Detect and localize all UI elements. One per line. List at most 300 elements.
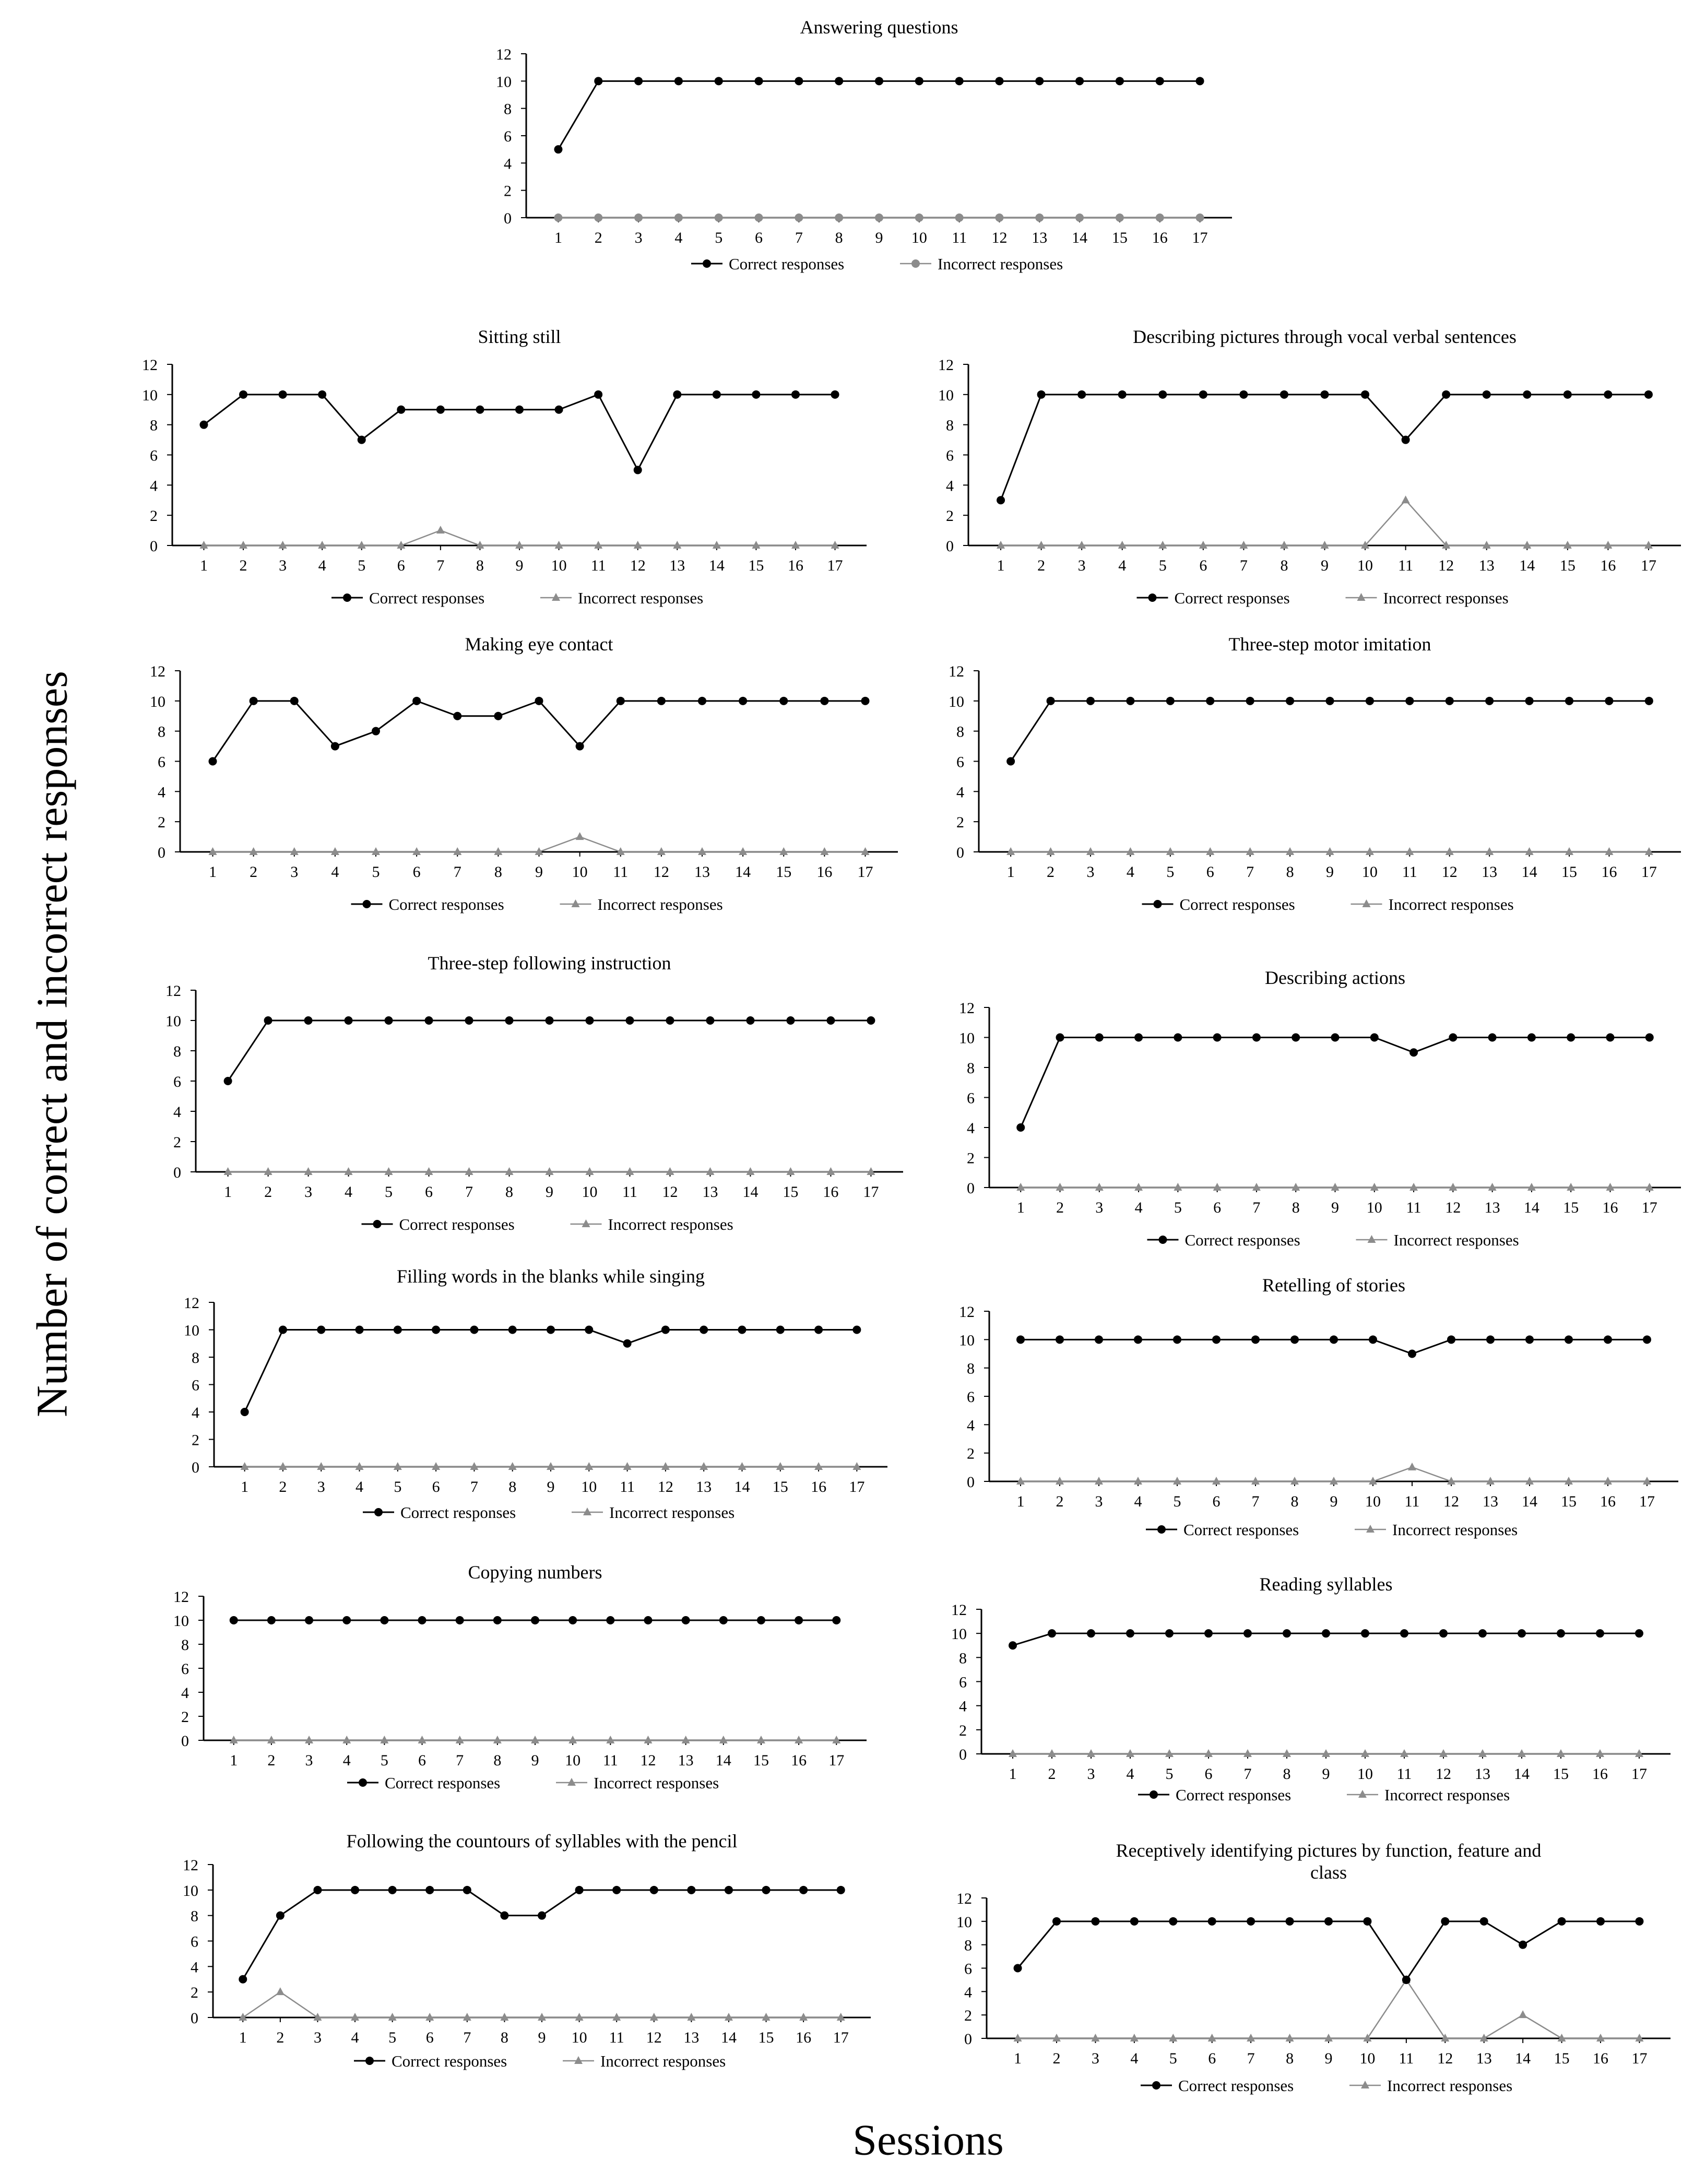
correct-point	[867, 1016, 875, 1025]
x-tick-label: 15	[1559, 557, 1575, 574]
incorrect-series-line	[1018, 1980, 1640, 2038]
x-tick-label: 3	[305, 1752, 313, 1769]
incorrect-point	[1156, 213, 1164, 222]
correct-point	[997, 496, 1005, 504]
x-tick-label: 13	[1482, 863, 1498, 881]
legend-correct-label: Correct responses	[729, 255, 845, 273]
x-tick-label: 10	[581, 1478, 597, 1495]
correct-point	[757, 1616, 765, 1624]
y-tick-label: 2	[964, 2007, 972, 2025]
x-tick-label: 12	[1436, 1765, 1451, 1783]
x-tick-label: 2	[264, 1183, 273, 1201]
x-tick-label: 11	[602, 1752, 618, 1769]
x-tick-label: 5	[394, 1478, 402, 1495]
x-tick-label: 8	[1283, 1765, 1291, 1783]
x-tick-label: 7	[1251, 1493, 1260, 1510]
y-tick-label: 8	[504, 100, 512, 118]
correct-point	[752, 390, 760, 399]
correct-point	[554, 145, 562, 153]
correct-point	[425, 1886, 434, 1894]
correct-point	[1009, 1641, 1017, 1649]
x-tick-label: 11	[1402, 863, 1417, 881]
correct-point	[345, 1016, 353, 1025]
y-tick-label: 6	[967, 1089, 975, 1107]
incorrect-point	[715, 213, 723, 222]
correct-point	[385, 1016, 393, 1025]
correct-point	[1246, 697, 1254, 705]
correct-point	[755, 77, 763, 85]
correct-point	[1480, 1917, 1488, 1926]
x-tick-label: 12	[1443, 1493, 1459, 1510]
correct-point	[264, 1016, 273, 1025]
x-tick-label: 8	[1290, 1493, 1299, 1510]
correct-point	[241, 1408, 249, 1416]
x-tick-label: 8	[835, 229, 843, 246]
legend-correct-marker	[363, 900, 371, 908]
correct-point	[531, 1616, 539, 1624]
correct-series-line	[1018, 1921, 1640, 1980]
x-tick-label: 5	[358, 557, 366, 574]
correct-point	[1645, 697, 1653, 705]
correct-point	[476, 406, 484, 414]
correct-point	[576, 742, 584, 751]
correct-point	[955, 77, 964, 85]
correct-point	[494, 712, 502, 720]
correct-point	[1321, 390, 1329, 399]
correct-series-line	[558, 81, 1200, 149]
x-tick-label: 9	[535, 863, 543, 881]
correct-point	[795, 1616, 803, 1624]
y-tick-label: 12	[184, 1295, 199, 1312]
x-tick-label: 11	[1399, 2050, 1414, 2067]
x-tick-label: 1	[1009, 1765, 1017, 1783]
y-tick-label: 8	[191, 1907, 198, 1925]
x-tick-label: 6	[1199, 557, 1207, 574]
correct-point	[1048, 1629, 1056, 1637]
legend-incorrect-label: Incorrect responses	[594, 1774, 719, 1792]
correct-point	[1565, 1335, 1573, 1344]
legend-incorrect-label: Incorrect responses	[597, 895, 723, 913]
x-tick-label: 11	[590, 557, 606, 574]
legend-incorrect-label: Incorrect responses	[1393, 1231, 1519, 1249]
x-tick-label: 8	[508, 1478, 517, 1495]
chart-title: Three-step following instruction	[428, 953, 671, 974]
correct-point	[1596, 1629, 1604, 1637]
correct-point	[594, 390, 602, 399]
x-tick-label: 9	[538, 2029, 546, 2046]
correct-series-line	[243, 1890, 840, 1979]
y-tick-label: 2	[956, 814, 964, 832]
x-tick-label: 9	[1321, 557, 1329, 574]
correct-point	[1280, 390, 1288, 399]
correct-point	[1075, 77, 1084, 85]
x-tick-label: 1	[997, 557, 1005, 574]
correct-point	[1158, 390, 1167, 399]
x-tick-label: 10	[582, 1183, 598, 1201]
x-tick-label: 14	[1522, 1493, 1537, 1510]
x-tick-label: 7	[453, 863, 461, 881]
chart-legend	[351, 895, 723, 913]
x-tick-label: 2	[1037, 557, 1046, 574]
x-tick-label: 3	[1095, 1493, 1103, 1510]
x-tick-label: 5	[1166, 863, 1175, 881]
x-tick-label: 13	[1032, 229, 1048, 246]
y-tick-label: 0	[956, 844, 964, 861]
legend-incorrect-label: Incorrect responses	[600, 2052, 726, 2070]
y-tick-label: 8	[959, 1649, 967, 1667]
correct-point	[1014, 1964, 1022, 1973]
x-tick-label: 13	[1484, 1199, 1500, 1216]
x-tick-label: 3	[1077, 557, 1086, 574]
y-tick-label: 10	[496, 73, 512, 91]
x-tick-label: 1	[224, 1183, 232, 1201]
x-tick-label: 4	[1118, 557, 1127, 574]
correct-series-line	[228, 1020, 871, 1081]
y-tick-label: 6	[956, 753, 964, 771]
x-tick-label: 8	[1280, 557, 1288, 574]
correct-point	[1206, 697, 1214, 705]
correct-point	[738, 1326, 746, 1334]
y-tick-label: 6	[192, 1376, 199, 1394]
chart-panel	[959, 967, 1681, 1249]
correct-point	[380, 1616, 388, 1624]
incorrect-point	[276, 1987, 285, 1995]
legend-incorrect-label: Incorrect responses	[609, 1503, 735, 1522]
correct-point	[515, 406, 524, 414]
x-tick-label: 3	[1091, 2050, 1099, 2067]
correct-point	[1292, 1034, 1300, 1042]
x-tick-label: 11	[622, 1183, 637, 1201]
y-tick-label: 2	[158, 814, 165, 832]
x-tick-label: 11	[1398, 557, 1414, 574]
correct-series-line	[1011, 701, 1649, 762]
x-tick-label: 15	[783, 1183, 799, 1201]
y-tick-label: 0	[192, 1459, 199, 1476]
x-tick-label: 1	[239, 2029, 247, 2046]
x-tick-label: 7	[1239, 557, 1248, 574]
y-tick-label: 12	[949, 663, 964, 680]
y-tick-label: 8	[181, 1636, 189, 1654]
x-tick-label: 7	[1247, 2050, 1255, 2067]
x-tick-label: 10	[911, 229, 927, 246]
correct-point	[1095, 1034, 1104, 1042]
chart-title: Retelling of stories	[1262, 1275, 1405, 1296]
correct-point	[657, 697, 666, 705]
y-tick-label: 4	[964, 1984, 972, 2001]
x-tick-label: 7	[1246, 863, 1254, 881]
y-tick-label: 2	[192, 1431, 199, 1449]
correct-point	[1604, 1335, 1612, 1344]
legend-correct-label: Correct responses	[1183, 1521, 1299, 1539]
incorrect-point	[995, 213, 1003, 222]
x-tick-label: 2	[279, 1478, 287, 1495]
correct-point	[1446, 697, 1454, 705]
legend-incorrect-marker	[911, 259, 920, 268]
x-tick-label: 12	[1438, 557, 1454, 574]
chart-panel	[184, 1266, 887, 1522]
incorrect-point	[755, 213, 763, 222]
x-tick-label: 5	[1165, 1765, 1174, 1783]
y-tick-label: 8	[964, 1937, 972, 1954]
x-tick-label: 1	[241, 1478, 249, 1495]
correct-point	[762, 1886, 771, 1894]
x-tick-label: 4	[345, 1183, 353, 1201]
correct-point	[1441, 1917, 1449, 1926]
correct-point	[606, 1616, 614, 1624]
y-tick-label: 4	[956, 784, 964, 801]
legend-incorrect-label: Incorrect responses	[938, 255, 1063, 273]
x-tick-label: 11	[1396, 1765, 1412, 1783]
correct-point	[1196, 77, 1204, 85]
chart-title: Making eye contact	[465, 634, 613, 655]
correct-point	[644, 1616, 652, 1624]
legend-correct-label: Correct responses	[1178, 2076, 1294, 2095]
x-tick-label: 2	[276, 2029, 285, 2046]
legend-incorrect-label: Incorrect responses	[1384, 1786, 1510, 1804]
y-tick-label: 12	[951, 1601, 967, 1619]
correct-point	[1166, 697, 1175, 705]
x-tick-label: 6	[397, 557, 405, 574]
correct-point	[1518, 1629, 1526, 1637]
chart-title: Answering questions	[800, 17, 958, 38]
x-tick-label: 16	[823, 1183, 839, 1201]
correct-point	[1165, 1629, 1174, 1637]
x-tick-label: 15	[758, 2029, 774, 2046]
correct-point	[612, 1886, 621, 1894]
correct-point	[500, 1912, 508, 1920]
x-tick-label: 8	[493, 1752, 502, 1769]
x-tick-label: 12	[991, 229, 1008, 246]
correct-point	[463, 1886, 471, 1894]
chart-panel	[496, 17, 1232, 273]
correct-point	[1052, 1917, 1061, 1926]
x-tick-label: 12	[662, 1183, 678, 1201]
correct-point	[1330, 1335, 1338, 1344]
y-tick-label: 6	[181, 1660, 189, 1678]
chart-title: Describing pictures through vocal verbal sentences	[1133, 326, 1517, 347]
legend-incorrect-marker	[1361, 2081, 1369, 2088]
chart-panel	[951, 1574, 1671, 1804]
y-tick-label: 0	[150, 538, 158, 555]
correct-point	[791, 390, 800, 399]
y-tick-label: 0	[181, 1732, 189, 1750]
correct-point	[634, 466, 642, 474]
correct-point	[313, 1886, 322, 1894]
correct-point	[1126, 1629, 1134, 1637]
x-tick-label: 2	[1047, 863, 1055, 881]
x-tick-label: 12	[1445, 1199, 1461, 1216]
chart-title: Copying numbers	[468, 1562, 602, 1583]
x-tick-label: 4	[331, 863, 339, 881]
y-tick-label: 12	[496, 46, 512, 63]
correct-point	[1604, 390, 1612, 399]
chart-legend	[1141, 2076, 1512, 2095]
x-tick-label: 16	[811, 1478, 827, 1495]
x-tick-label: 6	[418, 1752, 426, 1769]
x-tick-label: 17	[1641, 863, 1657, 881]
x-tick-label: 1	[1016, 1493, 1025, 1510]
x-tick-label: 6	[1208, 2050, 1216, 2067]
incorrect-point	[1196, 213, 1204, 222]
x-tick-label: 13	[696, 1478, 712, 1495]
correct-point	[1645, 1034, 1654, 1042]
correct-point	[508, 1326, 517, 1334]
correct-point	[786, 1016, 795, 1025]
y-tick-label: 12	[956, 1890, 972, 1907]
x-tick-label: 15	[1561, 863, 1578, 881]
correct-point	[1077, 390, 1086, 399]
correct-point	[342, 1616, 351, 1624]
x-tick-label: 15	[1111, 229, 1128, 246]
y-tick-label: 4	[173, 1103, 181, 1121]
x-tick-label: 6	[1212, 1493, 1221, 1510]
correct-point	[915, 77, 923, 85]
y-tick-label: 4	[158, 784, 165, 801]
correct-point	[661, 1326, 670, 1334]
correct-point	[1091, 1917, 1099, 1926]
x-tick-label: 13	[669, 557, 685, 574]
incorrect-point	[576, 832, 584, 840]
incorrect-point	[594, 213, 602, 222]
x-tick-label: 10	[1361, 863, 1378, 881]
correct-point	[1156, 77, 1164, 85]
correct-point	[388, 1886, 397, 1894]
x-tick-label: 7	[463, 2029, 471, 2046]
x-tick-label: 6	[1206, 863, 1214, 881]
legend-incorrect-marker	[574, 2056, 583, 2064]
chart-legend	[1147, 1231, 1519, 1249]
x-tick-label: 12	[1441, 863, 1458, 881]
correct-point	[436, 406, 445, 414]
incorrect-point	[835, 213, 843, 222]
x-tick-label: 17	[1631, 1765, 1647, 1783]
x-tick-label: 15	[1554, 2050, 1570, 2067]
correct-point	[585, 1326, 593, 1334]
x-tick-label: 5	[1158, 557, 1167, 574]
incorrect-point	[674, 213, 683, 222]
y-tick-label: 12	[150, 663, 165, 680]
correct-point	[739, 697, 747, 705]
y-tick-label: 12	[959, 1303, 975, 1321]
correct-point	[1056, 1034, 1064, 1042]
legend-correct-marker	[373, 1220, 382, 1228]
correct-point	[1525, 697, 1534, 705]
x-tick-label: 9	[875, 229, 883, 246]
x-tick-label: 13	[1483, 1493, 1498, 1510]
correct-point	[239, 390, 247, 399]
correct-point	[719, 1616, 728, 1624]
y-tick-label: 8	[967, 1060, 975, 1077]
correct-point	[1525, 1335, 1534, 1344]
correct-point	[304, 1016, 313, 1025]
x-tick-label: 16	[1602, 1199, 1618, 1216]
correct-point	[852, 1326, 861, 1334]
correct-point	[279, 390, 287, 399]
correct-point	[199, 421, 208, 429]
correct-point	[1331, 1034, 1340, 1042]
x-tick-label: 14	[1521, 863, 1537, 881]
correct-point	[1558, 1917, 1566, 1926]
legend-correct-label: Correct responses	[1174, 589, 1290, 607]
legend-correct-marker	[1152, 2081, 1160, 2090]
legend-incorrect-label: Incorrect responses	[1383, 589, 1509, 607]
x-tick-label: 7	[465, 1183, 473, 1201]
correct-point	[535, 697, 543, 705]
x-tick-label: 17	[1639, 1493, 1655, 1510]
correct-point	[279, 1326, 287, 1334]
incorrect-point	[1116, 213, 1124, 222]
correct-point	[1056, 1335, 1064, 1344]
y-tick-label: 4	[181, 1684, 189, 1702]
x-tick-label: 15	[1563, 1199, 1579, 1216]
chart-legend	[1146, 1521, 1518, 1539]
correct-point	[250, 697, 258, 705]
x-tick-label: 9	[515, 557, 524, 574]
incorrect-series-line	[1001, 500, 1649, 545]
chart-legend	[331, 589, 703, 607]
x-tick-label: 4	[1126, 863, 1134, 881]
x-tick-label: 16	[796, 2029, 812, 2046]
x-tick-label: 15	[753, 1752, 769, 1769]
x-tick-label: 17	[1641, 1199, 1657, 1216]
correct-point	[725, 1886, 733, 1894]
correct-point	[687, 1886, 695, 1894]
x-tick-label: 2	[239, 557, 247, 574]
y-tick-label: 12	[938, 357, 954, 374]
x-tick-label: 12	[630, 557, 646, 574]
legend-incorrect-marker	[582, 1219, 590, 1227]
correct-point	[1212, 1335, 1221, 1344]
x-tick-label: 11	[952, 229, 967, 246]
incorrect-point	[634, 213, 643, 222]
correct-point	[1369, 1335, 1377, 1344]
chart-title: Receptively identifying pictures by function, feature and	[1116, 1840, 1542, 1861]
correct-point	[1557, 1629, 1565, 1637]
y-tick-label: 0	[173, 1164, 181, 1181]
correct-point	[1361, 390, 1369, 399]
correct-point	[1290, 1335, 1299, 1344]
correct-point	[1635, 1629, 1643, 1637]
correct-point	[331, 742, 339, 751]
y-tick-label: 4	[192, 1404, 199, 1421]
legend-correct-label: Correct responses	[399, 1215, 515, 1233]
chart-title: Filling words in the blanks while singing	[397, 1266, 705, 1287]
x-tick-label: 10	[551, 557, 567, 574]
x-tick-label: 7	[1252, 1199, 1261, 1216]
figure-y-axis-label: Number of correct and incorrect responses	[28, 671, 77, 1417]
x-tick-label: 16	[787, 557, 803, 574]
y-tick-label: 10	[142, 386, 158, 404]
correct-point	[555, 406, 563, 414]
correct-point	[698, 697, 706, 705]
correct-point	[837, 1886, 845, 1894]
x-tick-label: 12	[646, 2029, 662, 2046]
x-tick-label: 12	[653, 863, 669, 881]
correct-point	[795, 77, 803, 85]
x-tick-label: 12	[657, 1478, 673, 1495]
correct-point	[814, 1326, 823, 1334]
y-tick-label: 8	[158, 723, 165, 741]
y-tick-label: 10	[165, 1013, 181, 1030]
legend-correct-marker	[343, 594, 351, 602]
x-tick-label: 11	[613, 863, 629, 881]
correct-point	[713, 390, 721, 399]
correct-point	[594, 77, 602, 85]
x-tick-label: 11	[620, 1478, 635, 1495]
incorrect-point	[1519, 2010, 1527, 2018]
correct-point	[835, 77, 843, 85]
correct-point	[1563, 390, 1572, 399]
